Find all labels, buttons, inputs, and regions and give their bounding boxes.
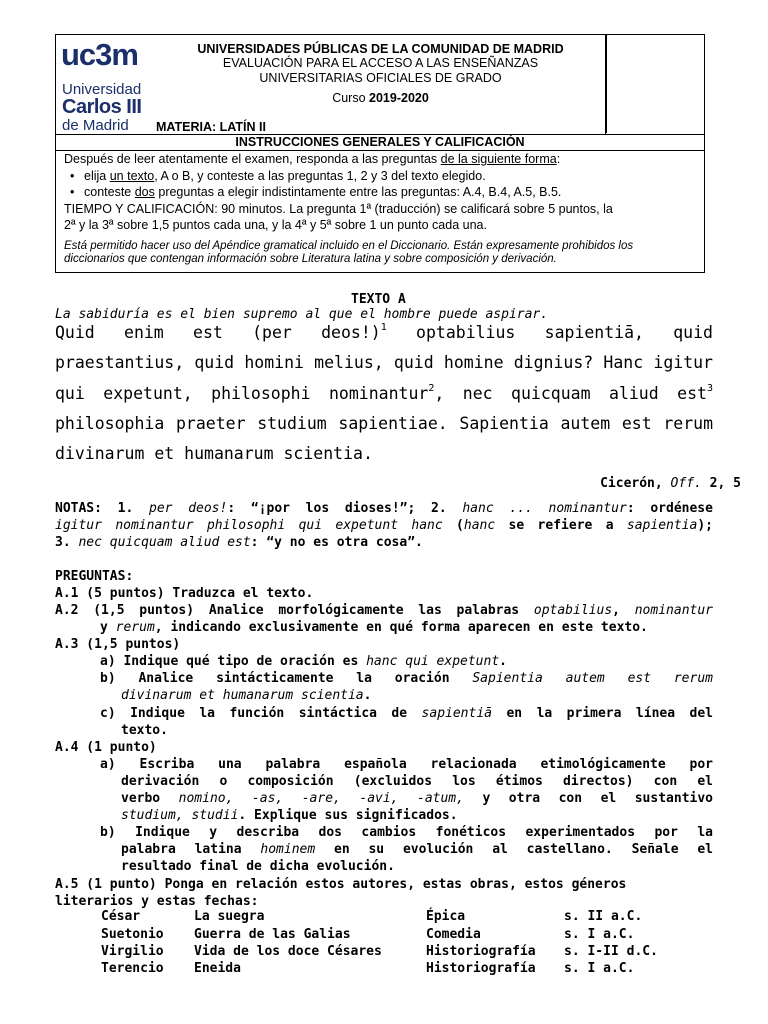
texto-subtitle: La sabiduría es el bien supremo al que el hombre puede aspirar. [55,307,549,322]
a2-word-2: nominantur [634,603,714,618]
logo-line-1: Universidad [62,81,142,98]
nota2-sapientia: sapientia [626,518,698,533]
a4a-explain: . Explique sus significados. [238,808,458,823]
nota2-paren: ( [442,518,464,533]
a1-label: A.1 (5 puntos) [55,586,165,601]
question-a4b-line2 [121,841,713,858]
table-fecha-4: s. I a.C. [564,961,635,976]
bullet1-a: elija [84,168,110,183]
table-genero-2: Comedia [426,927,481,942]
a3c-text: c) Indique la función sintáctica de [100,706,422,721]
a3c-text-2: en la primera línea del [492,706,713,721]
a2-word-3: rerum [115,620,155,635]
a3b-text: b) Analice sintácticamente la oración [100,671,473,686]
bullet-icon: • [70,168,75,183]
citation [600,476,741,491]
permitido-note [56,234,704,267]
a2-l2-a: y [100,620,116,635]
cite-author: Cicerón, [600,476,671,491]
table-autor-1: César [101,909,141,924]
nota2-text: : ordénese [626,501,713,516]
nota2-term: hanc ... nominantur [462,501,627,516]
table-autor-3: Virgilio [101,944,164,959]
header-title: UNIVERSIDADES PÚBLICAS DE LA COMUNIDAD DE MADRID [197,42,564,56]
question-a3a [100,653,507,670]
header-subtitle-2: UNIVERSITARIAS OFICIALES DE GRADO [259,71,502,85]
nota2-hanc: hanc [463,518,496,533]
question-a4: A.4 (1 punto) [55,740,157,755]
nota1-text: : “¡por los dioses!”; 2. [227,501,463,516]
table-fecha-1: s. II a.C. [564,909,643,924]
nota3-term: nec quicquam aliud est [78,535,251,550]
table-obra-3: Vida de los doce Césares [194,944,382,959]
table-fecha-3: s. I-II d.C. [564,944,658,959]
logo-line-2: Carlos III [62,96,142,118]
table-genero-4: Historiografía [426,961,536,976]
a2-sep: , [612,603,635,618]
permitido-line-1: Está permitido hacer uso del Apéndice gramatical incluido en el Diccionario. Están expresamente prohibidos los [64,239,634,252]
preguntas-heading: PREGUNTAS: [55,569,134,584]
table-genero-3: Historiografía [426,944,536,959]
nota3-label: 3. [55,535,79,550]
intro-text-c: : [556,152,561,166]
table-autor-4: Terencio [101,961,164,976]
header-subtitle-1: EVALUACIÓN PARA EL ACCESO A LAS ENSEÑANZAS [222,56,539,70]
bullet1-b: un texto [109,168,155,183]
nota3-text: : “y no es otra cosa”. [250,535,423,550]
logo-line-3: de Madrid [62,117,129,134]
latin-line-4: philosophia praeter studium sapientiae. Sapientia autem est rerum [55,414,713,433]
bullet1-c: , A o B, y conteste a las preguntas 1, 2 y 3 del texto elegido. [154,168,486,183]
table-obra-1: La suegra [194,909,265,924]
instructions-section [56,134,704,267]
curso [156,91,605,105]
a4a-verb-forms: nomino, -as, -are, -avi, -atum, [178,791,464,806]
question-a3c-line2: texto. [121,723,168,738]
a2-l2-b: , indicando exclusivamente en qué forma aparecen en este texto. [154,620,648,635]
question-a2 [55,602,713,619]
nota2-order: igitur nominantur philosophi qui expetunt hanc [55,518,443,533]
a5-label: A.5 (1 punto) [55,877,157,892]
question-a2-line2 [100,619,648,636]
notas-line-1 [55,500,713,517]
permitido-line-2: diccionarios que contengan información sobre Literatura latina y sobre composición y derivación. [64,253,557,265]
latin-3b: , nec quicquam aliud est [434,384,707,403]
bullet2-b: dos [134,185,155,199]
latin-1a: Quid enim est (per deos!) [55,323,381,342]
a3b-phrase-2: divinarum et humanarum scientia [121,688,364,703]
question-a4a-line2: derivación o composición (excluidos los étimos directos) con el [121,774,713,789]
curso-value: 2019-2020 [369,91,429,105]
question-a4a-line1: a) Escriba una palabra española relacionada etimológicamente por [100,757,713,772]
a2-label: A.2 (1,5 puntos) [55,603,195,618]
footnote-2: 2 [428,383,435,394]
a5-text: Ponga en relación estos autores, estas obras, estos géneros [156,877,627,892]
intro-text-a: Después de leer atentamente el examen, responda a las preguntas [64,152,441,166]
a3a-phrase: hanc qui expetunt [366,654,500,669]
a1-text: Traduzca el texto. [164,586,314,601]
table-autor-2: Suetonio [101,927,164,942]
instructions-heading: INSTRUCCIONES GENERALES Y CALIFICACIÓN [56,135,704,151]
question-a4a-line3 [121,790,713,807]
bullet2-c: preguntas a elegir indistintamente entre las preguntas: A.4, B.4, A.5, B.5. [154,185,562,199]
materia: MATERIA: LATÍN II [156,120,266,134]
cite-ref: 2, 5 [701,476,741,491]
exam-header [55,34,705,273]
question-a5 [55,876,626,893]
tiempo-line-2: 2ª y la 3ª sobre 1,5 puntos cada una, y la 4ª y 5ª sobre 1 un punto cada una. [64,218,487,232]
question-a4b-line3: resultado final de dicha evolución. [121,859,395,874]
university-logo [56,35,156,134]
bullet-icon: • [70,185,75,199]
latin-3a: qui expetunt, philosophi nominantur [55,384,429,403]
instruction-bullet-1 [56,168,704,185]
nota2-close: ); [697,518,713,533]
notas-line-3 [55,534,713,551]
question-a3: A.3 (1,5 puntos) [55,637,181,652]
question-a3b-line2 [121,687,371,704]
notas-line-2 [55,517,713,534]
latin-line-3 [55,384,713,403]
a4b-b: en su evolución al castellano. Señale el [315,842,713,857]
footnote-3: 3 [706,383,713,394]
table-obra-4: Eneida [194,961,241,976]
a3c-word: sapientiā [421,706,492,721]
table-genero-1: Épica [426,909,466,924]
question-a5-line2: literarios y estas fechas: [55,894,259,909]
a3b-phrase: Sapientia autem est rerum [472,671,713,686]
a3a-text: a) Indique qué tipo de oración es [100,654,367,669]
intro-text-b: de la siguiente forma [440,152,557,166]
latin-1b: optabilius sapientiā, quid [386,323,713,342]
a3b-end: . [363,688,372,703]
latin-line-2: praestantius, quid homini melius, quid homine dignius? Hanc igitur [55,353,713,372]
a2-word-1: optabilius [533,603,613,618]
header-divider [606,34,607,133]
a4b-word: hominem [260,842,316,857]
latin-line-1 [55,323,713,342]
a4a-noun-forms: studium, studii [121,808,239,823]
nota2-refers: se refiere a [495,518,627,533]
latin-line-5: divinarum et humanarum scientia. [55,444,373,463]
table-fecha-2: s. I a.C. [564,927,635,942]
table-obra-2: Guerra de las Galias [194,927,351,942]
nota1-term: per deos! [149,501,228,516]
question-a4b-line1: b) Indique y describa dos cambios fonéticos experimentados por la [100,825,713,840]
cite-work: Off. [670,476,702,491]
instructions-intro [56,151,704,168]
a2-text: Analice morfológicamente las palabras [208,603,534,618]
bullet2-a: conteste [84,185,135,199]
a4b-a: palabra latina [121,842,261,857]
instruction-bullet-2 [56,184,704,201]
question-a3c [100,705,713,722]
a4a-sust: y otra con el sustantivo [463,791,713,806]
notas-label: NOTAS: 1. [55,501,150,516]
texto-title: TEXTO A [351,292,406,307]
question-a1 [55,585,313,602]
a3a-end: . [499,654,507,669]
curso-label: Curso [332,91,370,105]
logo-brand: uc3m [61,37,138,72]
question-a4a-line4 [121,807,458,824]
question-a3b [100,670,713,687]
footnote-1: 1 [380,322,387,333]
tiempo-line-1: TIEMPO Y CALIFICACIÓN: 90 minutos. La pregunta 1ª (traducción) se calificará sobre 5 puntos, la [64,201,613,216]
a4a-verbo: verbo [121,791,179,806]
